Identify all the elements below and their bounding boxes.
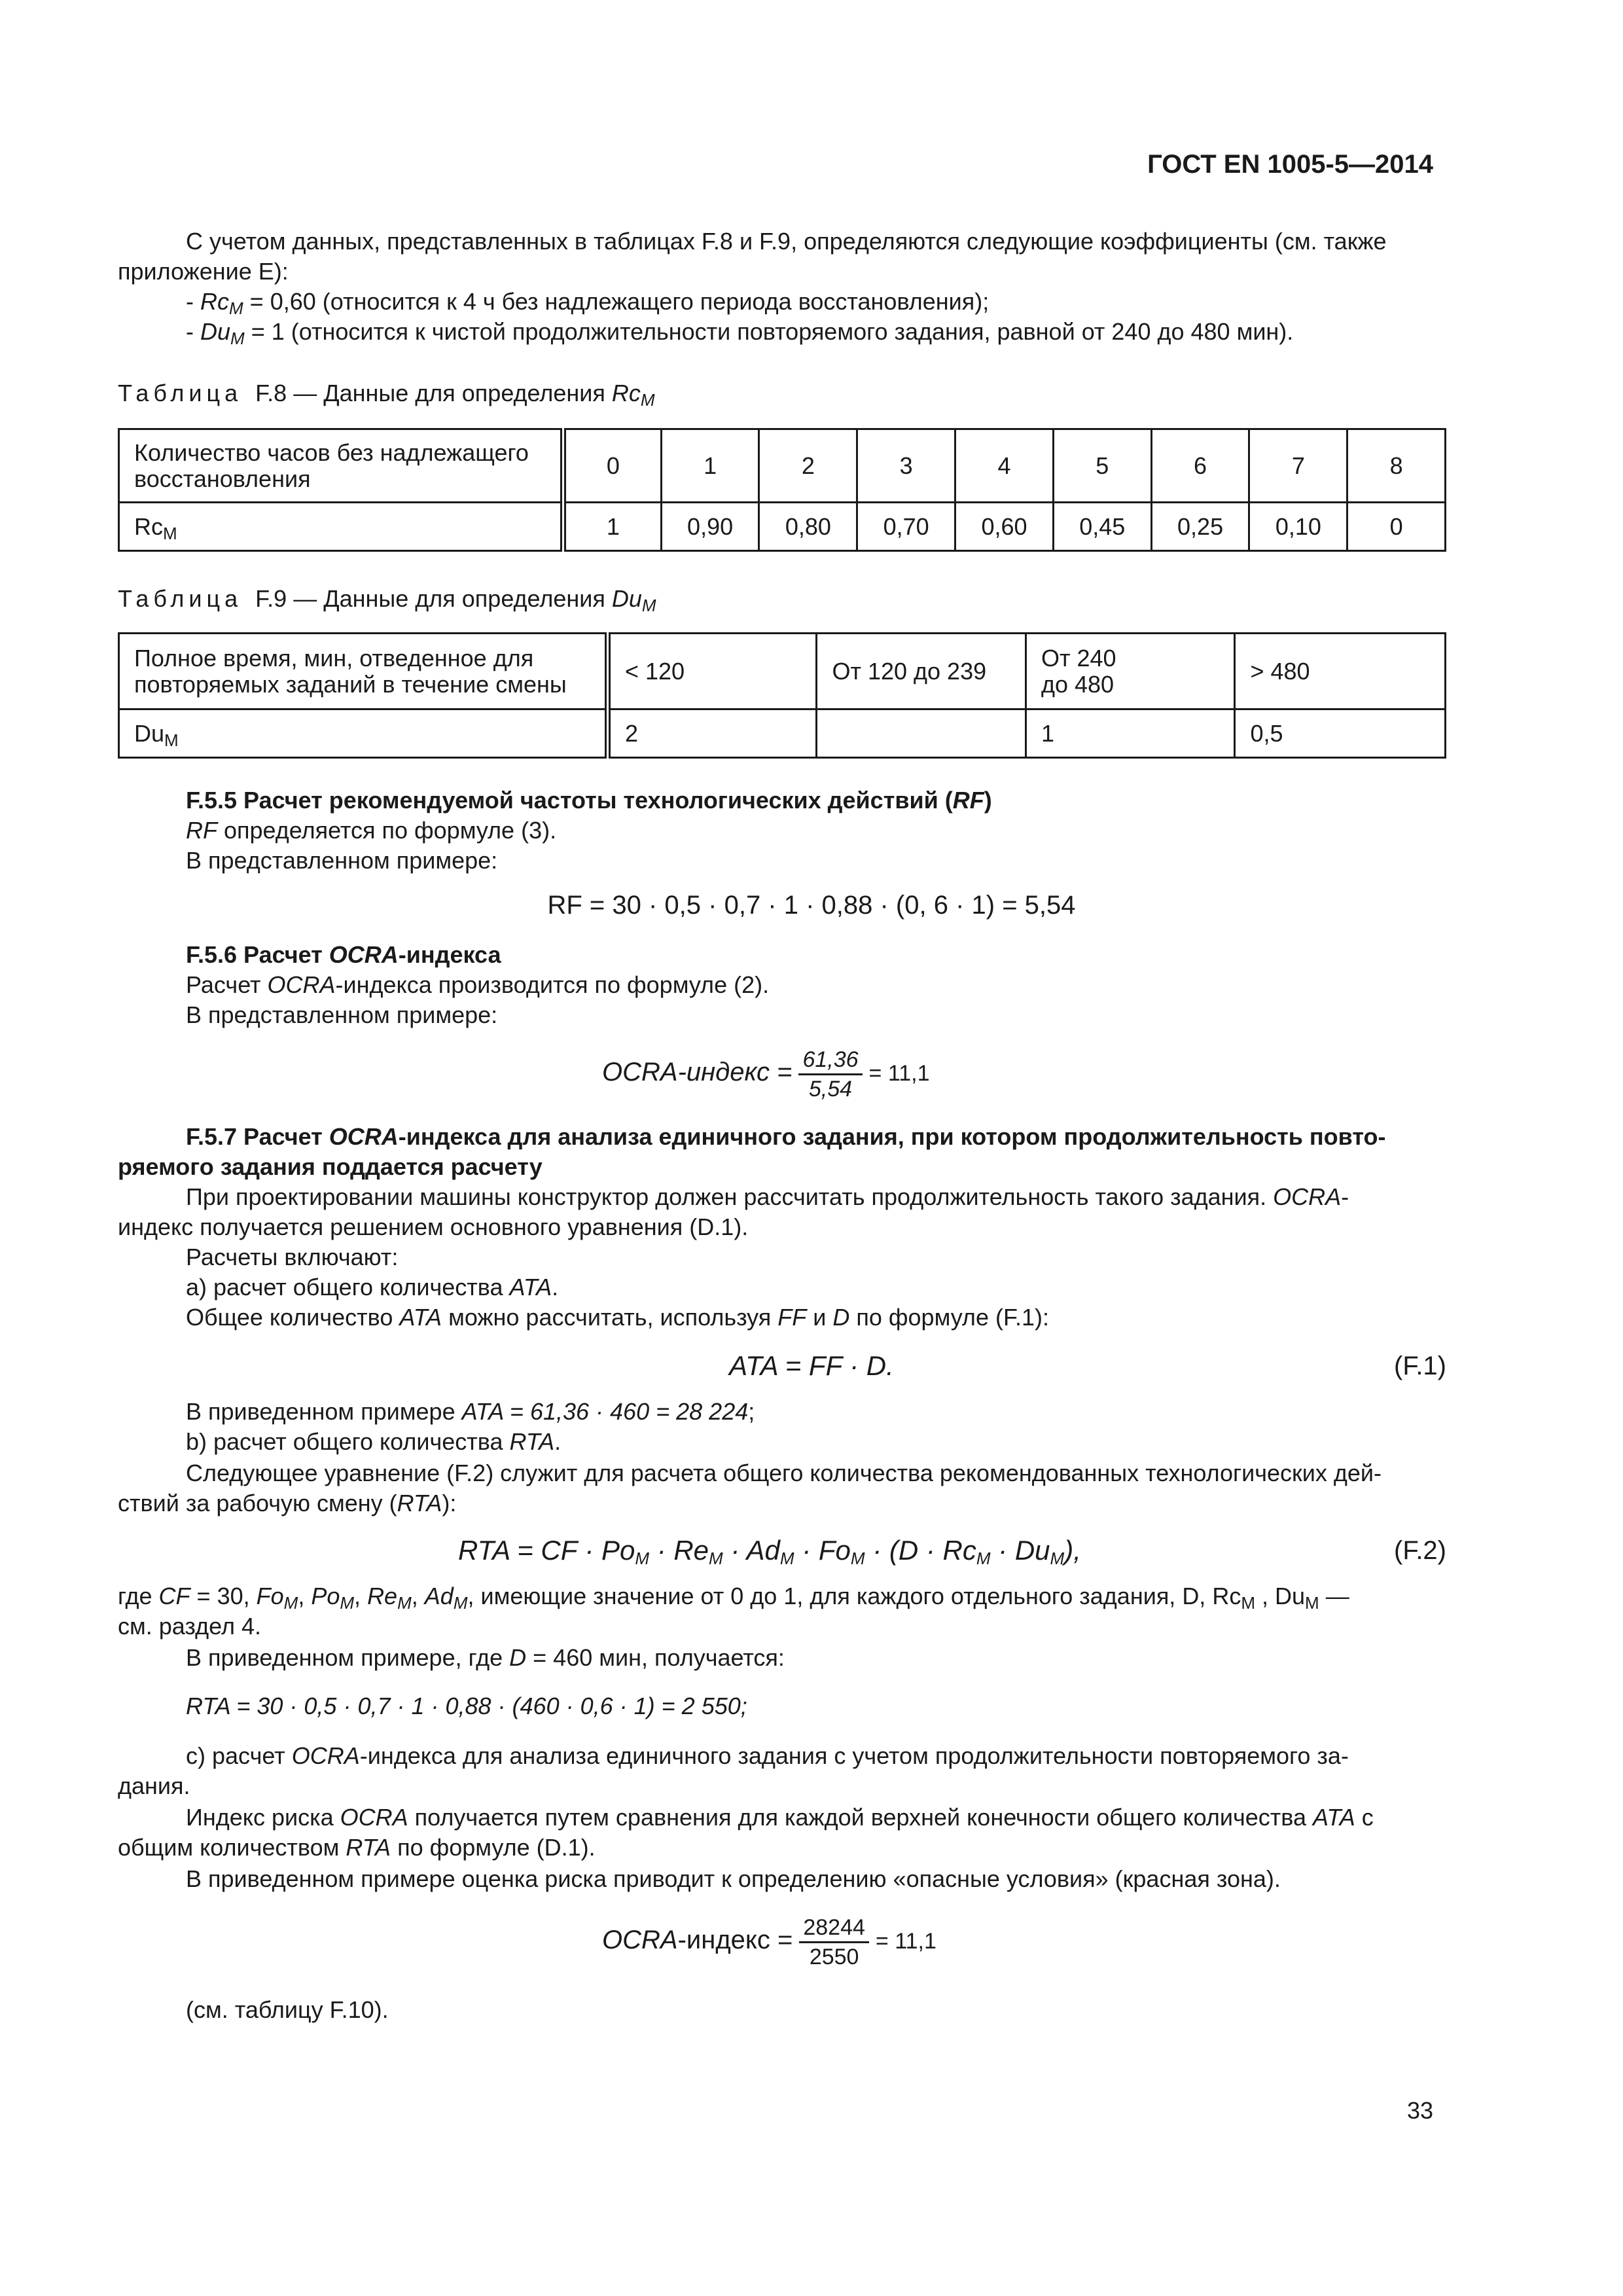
table-f8	[118, 428, 1446, 552]
table-f9-row2-label: $Du_M$	[119, 709, 608, 758]
table-cell: 7	[1249, 429, 1347, 503]
f57-p4-line-1: Индекс риска OCRA получается путем сравнения для каждой верхней конечности общего количества ATA с	[186, 1804, 1374, 1831]
rta-calculation: RTA = 30 · 0,5 · 0,7 · 1 · 0,88 · (460 · 0,6 · 1) = 2 550;	[186, 1693, 747, 1719]
equation-f1-number: (F.1)	[1394, 1352, 1446, 1380]
table-cell: 0	[563, 429, 662, 503]
table-cell: 2	[759, 429, 857, 503]
f56-line-1: Расчет OCRA-индекса производится по формуле (2).	[186, 971, 770, 998]
section-f57-heading-2: ряемого задания поддается расчету	[118, 1153, 543, 1180]
table-cell: От 120 до 239	[817, 634, 1026, 709]
formula-rf: RF = 30 · 0,5 · 0,7 · 1 · 0,88 · (0, 6 · 1) = 5,54	[547, 891, 1076, 920]
equation-f2-number: (F.2)	[1394, 1536, 1446, 1565]
bullet-du: - $Du_M = 1$ (относится к чистой продолжительности повторяемого задания, равной от 240 до 480 мин).	[186, 318, 1294, 348]
table-cell: 0,80	[759, 503, 857, 551]
table-cell: 6	[1151, 429, 1249, 503]
section-f56-heading: F.5.6 Расчет OCRA-индекса	[186, 941, 501, 968]
f57-example-rta: В приведенном примере, где D = 460 мин, получается:	[186, 1644, 785, 1671]
f57-p3-line-2: ствий за рабочую смену (RTA):	[118, 1490, 457, 1516]
intro-line-2: приложение E):	[118, 258, 289, 285]
f57-where-line-1: где CF = 30, $Fo_M$, $Po_M$, $Re_M$, $Ad_M$, имеющие значение от 0 до 1, для каждого отдельного задания, D, $Rc_M$ , $Du_M$ —	[118, 1583, 1349, 1613]
table-cell: 1	[661, 429, 759, 503]
f57-where-line-2: см. раздел 4.	[118, 1613, 261, 1640]
formula-ocra-2: OCRA-индекс = $\frac{28244}{2550}$ = 11,1	[602, 1914, 936, 1969]
table-f9-row1-label: Полное время, мин, отведенное для повторяемых заданий в течение смены	[119, 634, 608, 709]
f57-ata-text: Общее количество ATA можно рассчитать, используя FF и D по формуле (F.1):	[186, 1304, 1049, 1331]
table-f9-caption: Таблица F.9 — Данные для определения $Du_M$	[118, 585, 656, 615]
f57-see-table: (см. таблицу F.10).	[186, 1996, 389, 2023]
fraction: $\frac{61,36}{5,54}$	[798, 1046, 862, 1103]
table-cell: 0	[1347, 503, 1446, 551]
section-f57-heading-1: F.5.7 Расчет OCRA-индекса для анализа единичного задания, при котором продолжительность повто-	[186, 1123, 1386, 1150]
table-cell: > 480	[1235, 634, 1446, 709]
table-cell: 1	[563, 503, 662, 551]
f57-p5: В приведенном примере оценка риска приводит к определению «опасные условия» (красная зона).	[186, 1865, 1281, 1892]
table-f8-row1-label: Количество часов без надлежащего восстановления	[119, 429, 563, 503]
f57-item-c-line-2: дания.	[118, 1772, 190, 1799]
table-cell: < 120	[607, 634, 817, 709]
formula-ocra-1: OCRA-индекс = $\frac{61,36}{5,54}$ = 11,1	[602, 1047, 930, 1102]
fraction: $\frac{28244}{2550}$	[799, 1914, 869, 1971]
table-f8-caption: Таблица F.8 — Данные для определения $Rc_M$	[118, 380, 655, 410]
table-cell: 3	[857, 429, 955, 503]
table-f9	[118, 632, 1446, 759]
f57-p3-line-1: Следующее уравнение (F.2) служит для расчета общего количества рекомендованных технологических дей-	[186, 1460, 1382, 1486]
table-cell: 0,5	[1235, 709, 1446, 758]
intro-line-1: С учетом данных, представленных в таблицах F.8 и F.9, определяются следующие коэффициенты (см. также	[186, 228, 1387, 255]
f55-line-1: RF определяется по формуле (3).	[186, 817, 557, 844]
equation-f1: ATA = FF · D.	[729, 1350, 894, 1381]
table-cell: 0,90	[661, 503, 759, 551]
table-cell: 0,60	[955, 503, 1054, 551]
table-cell: 0,25	[1151, 503, 1249, 551]
page-number: 33	[1406, 2097, 1433, 2124]
section-f55-heading: F.5.5 Расчет рекомендуемой частоты технологических действий (RF)	[186, 787, 992, 814]
document-code: ГОСТ EN 1005-5—2014	[1147, 150, 1433, 179]
f57-example-ata: В приведенном примере ATA = 61,36 · 460 = 28 224;	[186, 1398, 755, 1425]
table-cell: 2	[607, 709, 817, 758]
f57-item-c-line-1: c) расчет OCRA-индекса для анализа единичного задания с учетом продолжительности повторяемого за-	[186, 1742, 1349, 1769]
equation-f2: RTA = CF · $Po_M \cdot Re_M \cdot Ad_M \cdot Fo_M \cdot (D \cdot Rc_M \cdot Du_M)$,	[458, 1535, 1081, 1568]
table-cell: 8	[1347, 429, 1446, 503]
table-cell: 1	[1026, 709, 1235, 758]
f57-p2: Расчеты включают:	[186, 1244, 399, 1270]
table-cell: 0,10	[1249, 503, 1347, 551]
table-cell	[817, 709, 1026, 758]
bullet-rc: - $Rc_M = 0,60$ (относится к 4 ч без надлежащего периода восстановления);	[186, 288, 990, 318]
table-f8-row2-label: $Rc_M$	[119, 503, 563, 551]
table-cell: 0,45	[1053, 503, 1151, 551]
f57-item-b: b) расчет общего количества RTA.	[186, 1428, 562, 1455]
f55-line-2: В представленном примере:	[186, 847, 498, 874]
f57-p1-line-1: При проектировании машины конструктор должен рассчитать продолжительность такого задания. OCRA-	[186, 1183, 1349, 1210]
f57-p1-line-2: индекс получается решением основного уравнения (D.1).	[118, 1213, 749, 1240]
table-cell: 0,70	[857, 503, 955, 551]
table-cell: От 240 до 480	[1026, 634, 1235, 709]
f56-line-2: В представленном примере:	[186, 1001, 498, 1028]
table-cell: 4	[955, 429, 1054, 503]
f57-p4-line-2: общим количеством RTA по формуле (D.1).	[118, 1834, 596, 1861]
table-cell: 5	[1053, 429, 1151, 503]
f57-item-a: a) расчет общего количества ATA.	[186, 1274, 559, 1300]
